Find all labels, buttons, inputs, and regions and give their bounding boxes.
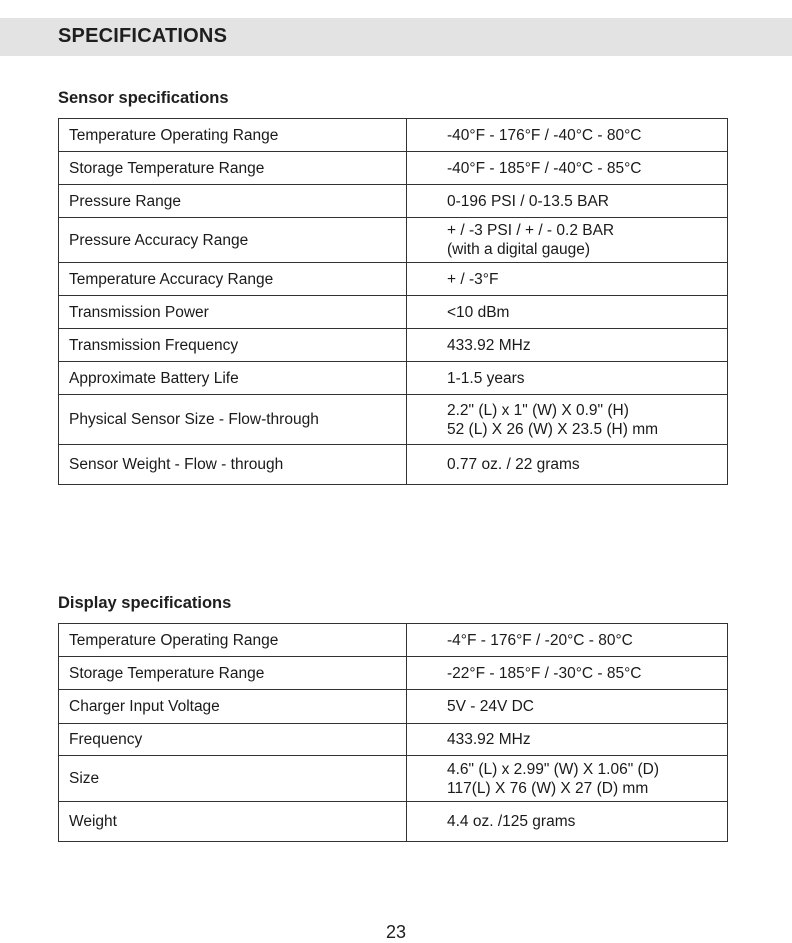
spec-value-line: 52 (L) X 26 (W) X 23.5 (H) mm (447, 420, 659, 438)
spec-value: 5V - 24V DC (407, 690, 728, 724)
spec-value-line: + / -3 PSI / + / - 0.2 BAR (447, 222, 615, 239)
table-row (59, 657, 728, 690)
spec-value: -4°F - 176°F / -20°C - 80°C (407, 624, 728, 657)
spec-value: + / -3°F (407, 263, 728, 296)
table-row (59, 395, 728, 445)
spec-value: -22°F - 185°F / -30°C - 85°C (407, 657, 728, 690)
spec-value: <10 dBm (407, 296, 728, 329)
spec-label: Transmission Power (59, 296, 407, 329)
table-row (59, 218, 728, 263)
header-band (0, 18, 792, 56)
spec-value: 0-196 PSI / 0-13.5 BAR (407, 185, 728, 218)
table-row (59, 690, 728, 724)
sensor-spec-table (58, 118, 728, 485)
table-row (59, 445, 728, 485)
sensor-section-title: Sensor specifications (58, 89, 229, 107)
spec-value-line: 117(L) X 76 (W) X 27 (D) mm (447, 779, 649, 797)
spec-label: Temperature Operating Range (59, 119, 407, 152)
spec-value-line: (with a digital gauge) (447, 241, 591, 258)
spec-label: Physical Sensor Size - Flow-through (59, 395, 407, 445)
spec-value: 1-1.5 years (407, 362, 728, 395)
spec-label: Transmission Frequency (59, 329, 407, 362)
spec-label: Pressure Range (59, 185, 407, 218)
table-row (59, 724, 728, 756)
spec-label: Temperature Operating Range (59, 624, 407, 657)
spec-value (407, 218, 728, 263)
spec-value: 4.4 oz. /125 grams (407, 802, 728, 842)
spec-value: -40°F - 176°F / -40°C - 80°C (407, 119, 728, 152)
spec-label: Storage Temperature Range (59, 657, 407, 690)
spec-label: Temperature Accuracy Range (59, 263, 407, 296)
table-row (59, 119, 728, 152)
page-title: SPECIFICATIONS (58, 25, 228, 47)
spec-label: Sensor Weight - Flow - through (59, 445, 407, 485)
spec-label: Pressure Accuracy Range (59, 218, 407, 263)
spec-value-line: 4.6" (L) x 2.99" (W) X 1.06" (D) (447, 760, 660, 778)
table-row (59, 263, 728, 296)
spec-label: Charger Input Voltage (59, 690, 407, 724)
spec-value (407, 395, 728, 445)
table-row (59, 624, 728, 657)
spec-value: 433.92 MHz (407, 724, 728, 756)
table-row (59, 152, 728, 185)
spec-label: Frequency (59, 724, 407, 756)
page-number: 23 (385, 922, 407, 942)
spec-value: 0.77 oz. / 22 grams (407, 445, 728, 485)
table-row (59, 296, 728, 329)
spec-value: -40°F - 185°F / -40°C - 85°C (407, 152, 728, 185)
spec-value (407, 756, 728, 802)
table-row (59, 756, 728, 802)
table-row (59, 329, 728, 362)
spec-label: Size (59, 756, 407, 802)
spec-label: Weight (59, 802, 407, 842)
table-row (59, 802, 728, 842)
spec-label: Storage Temperature Range (59, 152, 407, 185)
display-section-title: Display specifications (58, 594, 232, 612)
spec-value-line: 2.2" (L) x 1" (W) X 0.9" (H) (447, 401, 629, 419)
display-spec-table (58, 623, 728, 842)
table-row (59, 185, 728, 218)
spec-value: 433.92 MHz (407, 329, 728, 362)
spec-label: Approximate Battery Life (59, 362, 407, 395)
table-row (59, 362, 728, 395)
